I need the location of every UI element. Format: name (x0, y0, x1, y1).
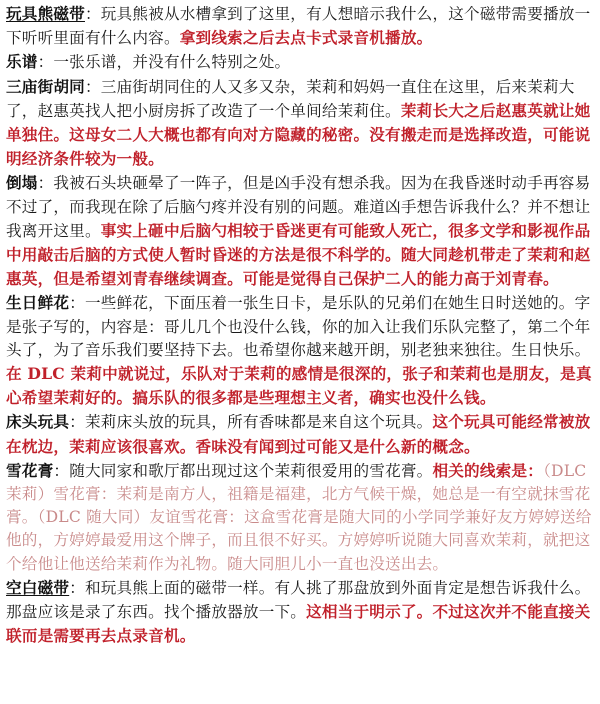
entry-text: 随大同家和歌厅都出现过这个茉莉很爱用的雪花膏。 (69, 461, 433, 480)
entry-collapse: 倒塌：我被石头块砸晕了一阵子，但是凶手没有想杀我。因为在我昏迷时动手再容易不过了，而我现在除了后脑勺疼并没有别的问题。难道凶手想告诉我什么？并不想让我离开这里。事实上砸中后脑勺相较于昏迷更有可能致人死亡，很多文学和影视作品中用敲击后脑的方式使人暂时昏迷的方法是很不科学的。随大同趁机带走了茉莉和赵惠英，但是希望刘青春继续调查。可能是觉得自己保护二人的能力高于刘青春。 (6, 173, 591, 289)
entry-text: 和玩具熊上面的磁带一样。有人挑了那盘放到外面肯定是想告诉我什么。那盘应该是录了东西。找个播放器放一下。 (6, 578, 591, 622)
entry-title: 倒塌 (6, 173, 38, 193)
entry-sanmiao-hutong: 三庙街胡同：三庙街胡同住的人又多又杂，茉莉和妈妈一直住在这里，后来茉莉大了，赵惠英找人把小厨房拆了改造了一个单间给茉莉住。茉莉长大之后赵惠英就让她单独住。这母女二人大概也都有向对方隐藏的秘密。没有搬走而是选择改造，可能说明经济条件较为一般。 (6, 76, 591, 169)
entry-note: 事实上砸中后脑勺相较于昏迷更有可能致人死亡，很多文学和影视作品中用敲击后脑的方式使人暂时昏迷的方法是很不科学的。随大同趁机带走了茉莉和赵惠英，但是希望刘青春继续调查。可能是觉得自己保护二人的能力高于刘青春。 (6, 220, 591, 289)
entry-text: 茉莉床头放的玩具，所有香味都是来自这个玩具。 (84, 413, 433, 432)
entry-note: 在 DLC 茉莉中就说过，乐队对于茉莉的感情是很深的，张子和茉莉也是朋友，是真心希望茉莉好的。搞乐队的很多都是些理想主义者，确实也没什么钱。 (6, 364, 592, 408)
entry-title: 雪花膏 (6, 460, 54, 480)
entry-text: 玩具熊被从水槽拿到了这里，有人想暗示我什么，这个磁带需要播放一下听听里面有什么内容。 (6, 5, 591, 48)
entry-title: 床头玩具 (6, 412, 70, 432)
entry-note: 茉莉长大之后赵惠英就让她单独住。这母女二人大概也都有向对方隐藏的秘密。没有搬走而是选择改造，可能说明经济条件较为一般。 (6, 100, 591, 169)
entry-title: 三庙街胡同 (6, 76, 85, 96)
entry-title: 空白磁带 (6, 577, 70, 597)
entry-sheet-music: 乐谱：一张乐谱，并没有什么特别之处。 (6, 52, 291, 72)
entry-title: 生日鲜花 (6, 293, 70, 313)
entry-text: 三庙街胡同住的人又多又杂，茉莉和妈妈一直住在这里，后来茉莉大了，赵惠英找人把小厨房拆了改造了一个单间给茉莉住。 (6, 77, 575, 120)
entry-toy-bear-tape: 玩具熊磁带：玩具熊被从水槽拿到了这里，有人想暗示我什么，这个磁带需要播放一下听听里面有什么内容。拿到线索之后去点卡式录音机播放。 (6, 4, 591, 48)
entry-text: 我被石头块砸晕了一阵子，但是凶手没有想杀我。因为在我昏迷时动手再容易不过了，而我现在除了后脑勺疼并没有别的问题。难道凶手想告诉我什么？并不想让我离开这里。 (6, 174, 591, 240)
entry-vanishing-cream: 雪花膏：随大同家和歌厅都出现过这个茉莉很爱用的雪花膏。相关的线索是：（DLC 茉莉）雪花膏：茉莉是南方人，祖籍是福建，北方气候干燥，她总是一有空就抹雪花膏。（DLC 随大同）友谊雪花膏：这盒雪花膏是随大同的小学同学兼好友方婷婷送给他的，方婷婷最爱用这个牌子，而且很不好买。方婷婷听说随大同喜欢茉莉，就把这个给他让他送给茉莉作为礼物。随大同胆儿小一直也没送出去。 (6, 460, 592, 573)
entry-bedside-toy: 床头玩具：茉莉床头放的玩具，所有香味都是来自这个玩具。这个玩具可能经常被放在枕边，茉莉应该很喜欢。香味没有闻到过可能又是什么新的概念。 (6, 412, 591, 456)
entry-text: 一张乐谱，并没有什么特别之处。 (53, 53, 291, 72)
entry-note: 这相当于明示了。不过这次并不能直接关联而是需要再去点录音机。 (6, 602, 591, 646)
entry-quote: （DLC 茉莉）雪花膏：茉莉是南方人，祖籍是福建，北方气候干燥，她总是一有空就抹雪花膏。（DLC 随大同）友谊雪花膏：这盒雪花膏是随大同的小学同学兼好友方婷婷送给他的，方婷婷最爱用这个牌子，而且很不好买。方婷婷听说随大同喜欢茉莉，就把这个给他让他送给茉莉作为礼物。随大同胆儿小一直也没送出去。 (6, 461, 592, 573)
entry-note: 拿到线索之后去点卡式录音机播放。 (179, 28, 433, 48)
entry-title: 玩具熊磁带 (6, 4, 85, 23)
entry-text: 一些鲜花，下面压着一张生日卡，是乐队的兄弟们在她生日时送她的。字是张子写的，内容是：哥儿几个也没什么钱，你的加入让我们乐队完整了，第二个年头了，为了音乐我们要坚持下去。也希望你越来越开朗，别老独来独往。生日快乐。 (6, 294, 591, 359)
entry-birthday-flowers: 生日鲜花：一些鲜花，下面压着一张生日卡，是乐队的兄弟们在她生日时送她的。字是张子写的，内容是：哥儿几个也没什么钱，你的加入让我们乐队完整了，第二个年头了，为了音乐我们要坚持下去。也希望你越来越开朗，别老独来独往。生日快乐。在 DLC 茉莉中就说过，乐队对于茉莉的感情是很深的，张子和茉莉也是朋友，是真心希望茉莉好的。搞乐队的很多都是些理想主义者，确实也没什么钱。 (6, 293, 592, 408)
entry-note: 相关的线索是： (432, 460, 544, 480)
entry-blank-tape: 空白磁带：和玩具熊上面的磁带一样。有人挑了那盘放到外面肯定是想告诉我什么。那盘应该是录了东西。找个播放器放一下。这相当于明示了。不过这次并不能直接关联而是需要再去点录音机。 (6, 577, 591, 646)
entry-note: 这个玩具可能经常被放在枕边，茉莉应该很喜欢。香味没有闻到过可能又是什么新的概念。 (6, 412, 591, 456)
entry-title: 乐谱 (6, 52, 38, 72)
